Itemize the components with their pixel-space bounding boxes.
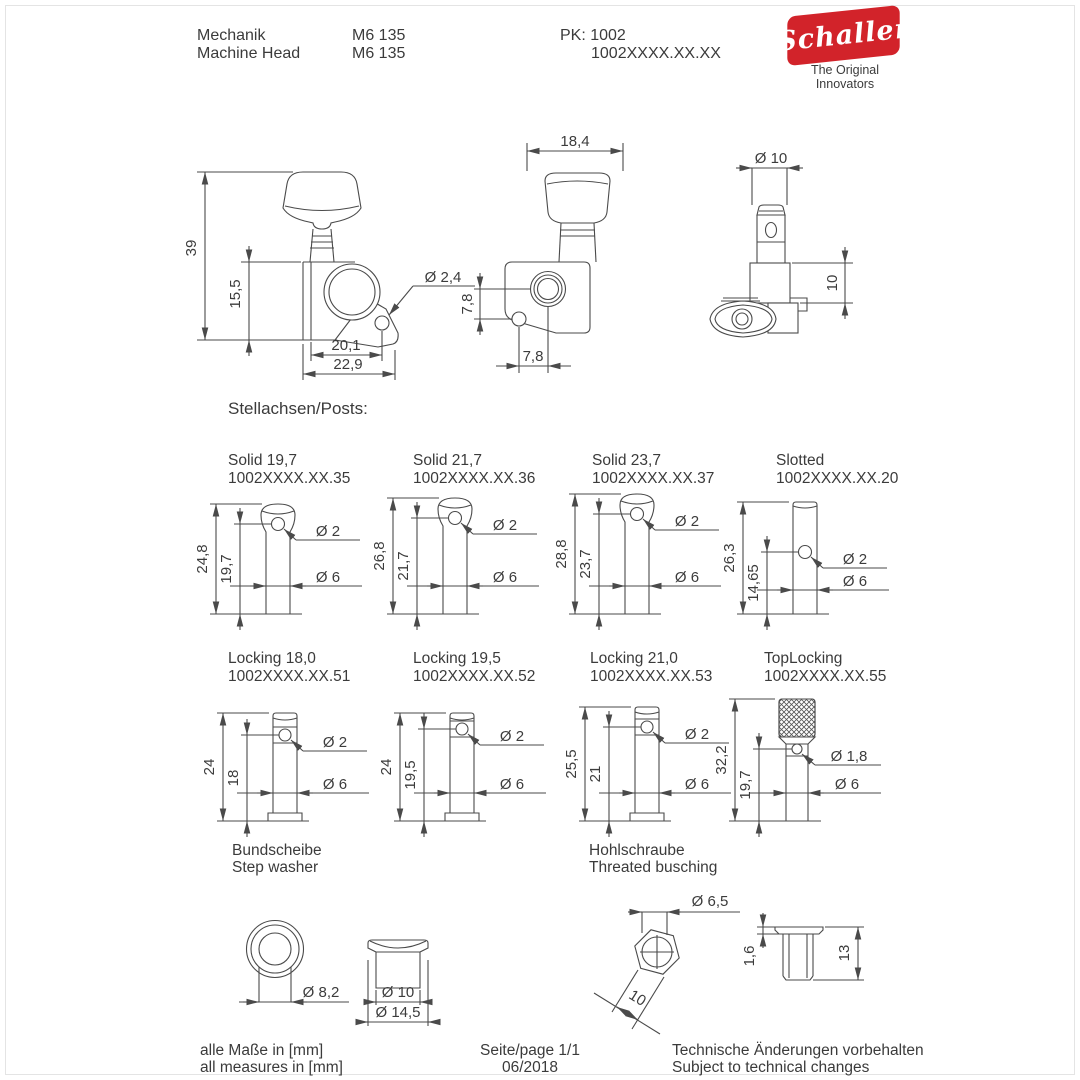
post-name: Locking 18,0	[228, 650, 316, 667]
dim-post-dia: Ø 6	[684, 776, 710, 793]
model-en: M6 135	[352, 45, 406, 62]
dim-side-width-inner: 20,1	[331, 337, 361, 354]
post-name: Solid 21,7	[413, 452, 482, 469]
dim-post-exposed: 18	[225, 769, 242, 787]
dim-post-total: 24	[378, 758, 395, 776]
brand-name: Schaller	[775, 13, 912, 58]
post-code: 1002XXXX.XX.51	[228, 668, 351, 685]
dim-post-exposed: 23,7	[577, 549, 594, 579]
dim-post-total: 25,5	[563, 749, 580, 779]
end-view-drawing	[690, 135, 940, 345]
dim-post-total: 24	[201, 758, 218, 776]
post-code: 1002XXXX.XX.35	[228, 470, 351, 487]
dim-post-dia: Ø 6	[315, 569, 341, 586]
post-name: Slotted	[776, 452, 825, 469]
dim-bushing-across-flats: 10	[625, 986, 649, 1010]
dim-bushing-height: 13	[836, 944, 853, 962]
post-linework	[729, 699, 881, 837]
dim-post-hole: Ø 2	[492, 517, 518, 534]
post-drawing-solid-21-7	[371, 490, 562, 650]
post-name: Locking 19,5	[413, 650, 501, 667]
washer-name-en: Step washer	[232, 859, 319, 876]
dim-post-exposed: 19,7	[218, 554, 235, 584]
dim-side-housing-height: 15,5	[227, 279, 244, 309]
dim-post-hole: Ø 2	[315, 523, 341, 540]
dim-post-hole: Ø 2	[322, 734, 348, 751]
footer-date: 06/2018	[501, 1059, 559, 1076]
dim-side-screw-hole: Ø 2,4	[424, 269, 462, 286]
footer-notice-de: Technische Änderungen vorbehalten	[672, 1042, 924, 1059]
footer-units-en: all measures in [mm]	[200, 1059, 343, 1076]
post-name: Locking 21,0	[590, 650, 678, 667]
model-de: M6 135	[352, 27, 406, 44]
post-code: 1002XXXX.XX.37	[592, 470, 715, 487]
dim-front-button-width: 18,4	[560, 133, 590, 150]
dim-post-total: 24,8	[194, 544, 211, 574]
front-view-drawing	[460, 133, 665, 383]
dim-bushing-flange: 1,6	[741, 945, 758, 967]
dim-post-hole: Ø 2	[674, 513, 700, 530]
bushing-linework	[594, 912, 740, 1034]
washer-front-drawing	[215, 905, 365, 1015]
dim-front-post-to-screw: 7,8	[459, 293, 476, 315]
pk-number: PK: 1002	[560, 27, 626, 44]
washer-name-de: Bundscheibe	[232, 842, 322, 859]
dim-post-dia: Ø 6	[674, 569, 700, 586]
bushing-hex-drawing	[590, 885, 755, 1060]
bushing-name-en: Threated busching	[589, 859, 718, 876]
end-view-linework	[710, 168, 853, 337]
footer-units-de: alle Maße in [mm]	[200, 1042, 324, 1059]
brand-tagline: The Original Innovators	[810, 63, 880, 91]
washer-profile-drawing	[355, 905, 475, 1030]
footer-page: Seite/page 1/1	[480, 1042, 580, 1059]
dim-post-dia: Ø 6	[834, 776, 860, 793]
footer-notice-en: Subject to technical changes	[672, 1059, 870, 1076]
bushing-profile-drawing	[741, 900, 885, 1000]
dim-bushing-bore: Ø 6,5	[691, 893, 729, 910]
post-drawing-locking-18-0	[201, 697, 392, 857]
field-label-en: Machine Head	[197, 45, 301, 62]
schaller-logo	[775, 5, 912, 66]
post-drawing-solid-23-7	[553, 490, 744, 650]
posts-section-title: Stellachsen/Posts:	[228, 399, 368, 418]
post-drawing-toplocking	[713, 697, 919, 857]
dim-post-hole: Ø 2	[842, 551, 868, 568]
dim-front-screw-offset: 7,8	[522, 348, 544, 365]
side-view-drawing	[185, 158, 485, 388]
dim-side-width-outer: 22,9	[333, 356, 363, 373]
post-drawing-slotted	[721, 490, 912, 650]
post-drawing-solid-19-7	[194, 490, 385, 650]
post-code: 1002XXXX.XX.52	[413, 668, 536, 685]
dim-side-total-height: 39	[183, 239, 200, 257]
dim-post-hole: Ø 1,8	[830, 748, 868, 765]
dim-end-post-hole: Ø 10	[754, 150, 788, 167]
post-drawing-locking-19-5	[378, 697, 569, 857]
post-name: Solid 23,7	[592, 452, 661, 469]
dim-post-dia: Ø 6	[322, 776, 348, 793]
post-code: 1002XXXX.XX.55	[764, 668, 887, 685]
dim-post-exposed: 21,7	[395, 551, 412, 581]
post-name: Solid 19,7	[228, 452, 297, 469]
dim-post-total: 26,8	[371, 541, 388, 571]
dim-post-total: 32,2	[713, 745, 730, 775]
order-code: 1002XXXX.XX.XX	[591, 45, 721, 62]
dim-post-dia: Ø 6	[842, 573, 868, 590]
dim-post-exposed: 21	[587, 765, 604, 783]
field-label-de: Mechanik	[197, 27, 266, 44]
dim-post-dia: Ø 6	[492, 569, 518, 586]
dim-end-housing-depth: 10	[824, 274, 841, 292]
post-code: 1002XXXX.XX.53	[590, 668, 713, 685]
post-code: 1002XXXX.XX.20	[776, 470, 899, 487]
dim-post-hole: Ø 2	[499, 728, 525, 745]
dim-washer-outer: Ø 14,5	[375, 1004, 421, 1021]
dim-washer-inner: Ø 10	[381, 984, 415, 1001]
dim-post-hole: Ø 2	[684, 726, 710, 743]
post-code: 1002XXXX.XX.36	[413, 470, 536, 487]
dim-post-exposed: 19,5	[402, 760, 419, 790]
post-name: TopLocking	[764, 650, 843, 667]
dim-washer-bore: Ø 8,2	[302, 984, 340, 1001]
dim-post-total: 26,3	[721, 543, 738, 573]
dim-post-dia: Ø 6	[499, 776, 525, 793]
bushing-name-de: Hohlschraube	[589, 842, 685, 859]
front-view-linework	[474, 143, 623, 373]
dim-post-exposed: 19,7	[737, 770, 754, 800]
dim-post-total: 28,8	[553, 539, 570, 569]
dim-post-exposed: 14,65	[745, 564, 762, 602]
